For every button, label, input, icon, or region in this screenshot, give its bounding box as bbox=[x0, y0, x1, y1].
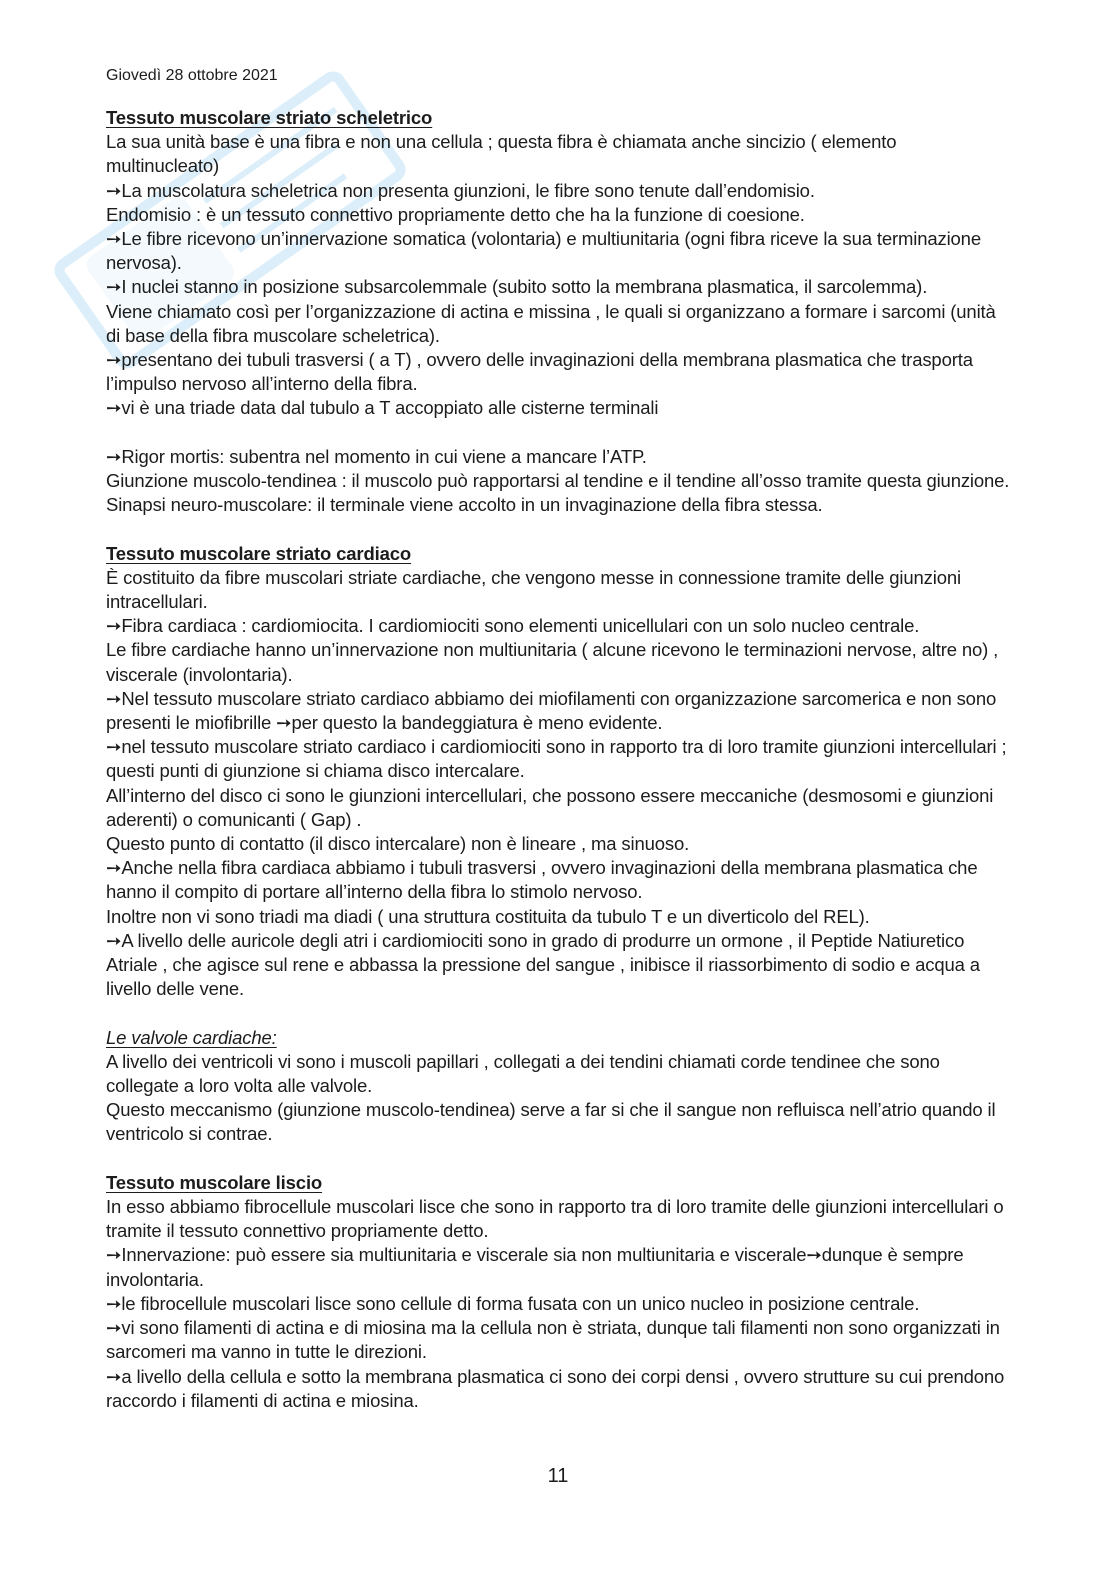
paragraph-gap bbox=[106, 1001, 1011, 1025]
section-heading: Tessuto muscolare liscio bbox=[106, 1171, 323, 1193]
paragraph-line: ➙vi è una triade data dal tubulo a T accoppiato alle cisterne terminali bbox=[106, 397, 659, 419]
paragraph-line: All’interno del disco ci sono le giunzioni intercellulari, che possono essere meccaniche (desmosomi e giunzioni aderenti) o comunicanti ( Gap) . bbox=[106, 784, 994, 830]
paragraph-line: ➙a livello della cellula e sotto la membrana plasmatica ci sono dei corpi densi , ovvero strutture su cui prendono raccordo i filamenti di actina e miosina. bbox=[106, 1365, 1005, 1411]
paragraph-line: Viene chiamato così per l’organizzazione di actina e missina , le quali si organizzano a formare i sarcomi (unità di base della fibra muscolare scheletrica). bbox=[106, 300, 996, 346]
paragraph-line: Questo meccanismo (giunzione muscolo-tendinea) serve a far si che il sangue non refluisca nell’atrio quando il ventricolo si contrae. bbox=[106, 1099, 996, 1145]
paragraph-line: A livello dei ventricoli vi sono i muscoli papillari , collegati a dei tendini chiamati corde tendinee che sono collegate a loro volta alle valvole. bbox=[106, 1050, 940, 1097]
paragraph-gap bbox=[106, 421, 1011, 445]
paragraph-line: ➙nel tessuto muscolare striato cardiaco i cardiomiociti sono in rapporto tra di loro tramite giunzioni intercellulari ; questi punti di giunzione si chiama disco intercalare. bbox=[106, 736, 1007, 782]
section-heading: Tessuto muscolare striato scheletrico bbox=[106, 107, 433, 128]
page-number: 11 bbox=[547, 1465, 569, 1487]
paragraph-line: È costituito da fibre muscolari striate cardiache, che vengono messe in connessione tramite delle giunzioni intracellulari. bbox=[106, 566, 961, 613]
paragraph-line: ➙vi sono filamenti di actina e di miosina ma la cellula non è striata, dunque tali filamenti non sono organizzati in sarcomeri ma vanno in tutte le direzioni. bbox=[106, 1317, 1000, 1363]
document-date: Giovedì 28 ottobre 2021 bbox=[106, 67, 278, 84]
document-body bbox=[106, 106, 1011, 1413]
paragraph-line: La sua unità base è una fibra e non una cellula ; questa fibra è chiamata anche sincizio ( elemento multinucleato) bbox=[106, 131, 897, 177]
paragraph-line: Questo punto di contatto (il disco intercalare) non è lineare , ma sinuoso. bbox=[106, 833, 690, 855]
paragraph-line: ➙presentano dei tubuli trasversi ( a T) , ovvero delle invaginazioni della membrana plasmatica che trasporta l’impulso nervoso all’interno della fibra. bbox=[106, 349, 973, 395]
section-heading: Tessuto muscolare striato cardiaco bbox=[106, 542, 412, 564]
paragraph-gap bbox=[106, 517, 1011, 541]
paragraph-line: ➙Innervazione: può essere sia multiunitaria e viscerale sia non multiunitaria e viscerale➙dunque è sempre involontaria. bbox=[106, 1244, 964, 1290]
paragraph-line: Inoltre non vi sono triadi ma diadi ( una struttura costituita da tubulo T e un diverticolo del REL). bbox=[106, 905, 870, 927]
paragraph-line: ➙I nuclei stanno in posizione subsarcolemmale (subito sotto la membrana plasmatica, il sarcolemma). bbox=[106, 276, 928, 298]
paragraph-line: Giunzione muscolo-tendinea : il muscolo può rapportarsi al tendine e il tendine all’osso tramite questa giunzione. bbox=[106, 470, 1010, 492]
paragraph-line: In esso abbiamo fibrocellule muscolari lisce che sono in rapporto tra di loro tramite delle giunzioni intercellulari o tramite il tessuto connettivo propriamente detto. bbox=[106, 1196, 1004, 1242]
paragraph-line: ➙Fibra cardiaca : cardiomiocita. I cardiomiociti sono elementi unicellulari con un solo nucleo centrale. bbox=[106, 615, 920, 637]
paragraph-line: ➙La muscolatura scheletrica non presenta giunzioni, le fibre sono tenute dall’endomisio. bbox=[106, 179, 815, 201]
paragraph-line: ➙le fibrocellule muscolari lisce sono cellule di forma fusata con un unico nucleo in posizione centrale. bbox=[106, 1292, 920, 1314]
paragraph-line: ➙Rigor mortis: subentra nel momento in cui viene a mancare l’ATP. bbox=[106, 445, 647, 467]
section-subheading: Le valvole cardiache: bbox=[106, 1026, 277, 1048]
paragraph-line: ➙Le fibre ricevono un’innervazione somatica (volontaria) e multiunitaria (ogni fibra riceve la sua terminazione nervosa). bbox=[106, 228, 981, 274]
paragraph-line: ➙A livello delle auricole degli atri i cardiomiociti sono in grado di produrre un ormone , il Peptide Natiuretico Atriale , che agisce sul rene e abbassa la pressione del sangue , inibisce il riassorbimento di sodio e acqua a livello delle vene. bbox=[106, 929, 980, 1000]
paragraph-line: ➙Nel tessuto muscolare striato cardiaco abbiamo dei miofilamenti con organizzazione sarcomerica e non sono presenti le miofibrille ➙per questo la bandeggiatura è meno evidente. bbox=[106, 687, 997, 734]
paragraph-line: Sinapsi neuro-muscolare: il terminale viene accolto in un invaginazione della fibra stessa. bbox=[106, 494, 823, 516]
paragraph-line: Endomisio : è un tessuto connettivo propriamente detto che ha la funzione di coesione. bbox=[106, 203, 805, 225]
paragraph-gap bbox=[106, 1147, 1011, 1171]
paragraph-line: ➙Anche nella fibra cardiaca abbiamo i tubuli trasversi , ovvero invaginazioni della membrana plasmatica che hanno il compito di portare all’interno della fibra lo stimolo nervoso. bbox=[106, 857, 978, 903]
paragraph-line: Le fibre cardiache hanno un’innervazione non multiunitaria ( alcune ricevono le terminazioni nervose, altre no) , viscerale (involontaria). bbox=[106, 639, 999, 685]
